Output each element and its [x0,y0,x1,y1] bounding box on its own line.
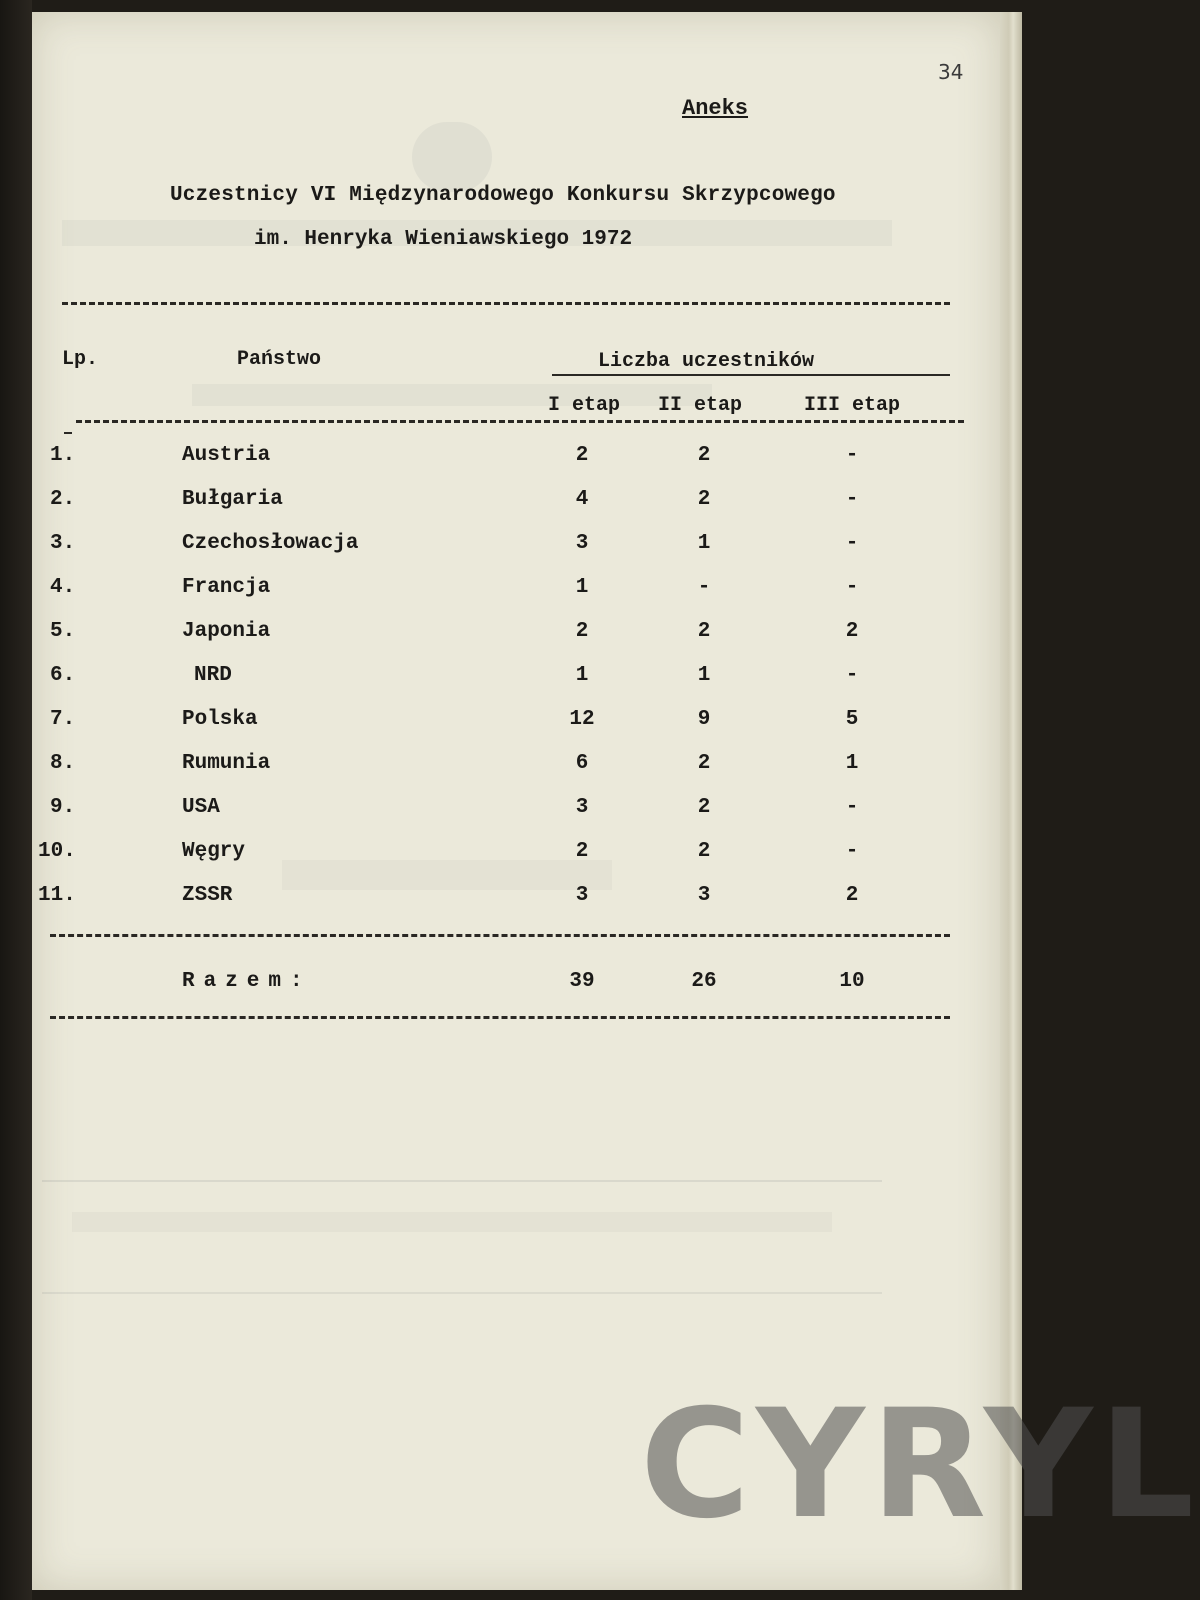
row-country: ZSSR [182,884,233,907]
totals-top-rule [50,934,950,937]
row-lp: 10. [38,840,76,863]
row-country: Austria [182,444,271,467]
row-stage-2: 2 [697,488,711,511]
bleed-through-band [72,1212,832,1232]
row-lp: 1. [50,444,76,467]
row-country: Polska [182,708,258,731]
row-stage-2: 2 [697,752,711,775]
bleed-through-line [42,1292,882,1294]
row-stage-3: - [845,576,859,599]
header-stray-mark [64,432,72,434]
column-header-country: Państwo [237,348,322,371]
total-stage-3: 10 [839,970,865,993]
row-stage-1: 6 [575,752,589,775]
binding-edge [0,0,32,1600]
header-bottom-rule [76,420,964,423]
row-stage-1: 2 [575,620,589,643]
column-header-stage-3: III etap [804,394,901,417]
table-row [32,488,1000,532]
row-stage-3: - [845,840,859,863]
row-lp: 9. [50,796,76,819]
folio-number: 34 [938,60,964,84]
row-stage-1: 1 [575,664,589,687]
column-group-underline [552,374,950,376]
table-row [32,796,1000,840]
row-stage-2: 2 [697,796,711,819]
table-row [32,664,1000,708]
total-stage-1: 39 [569,970,595,993]
row-stage-3: - [845,532,859,555]
row-lp: 6. [50,664,76,687]
bleed-through-band [192,384,712,406]
total-stage-2: 26 [691,970,717,993]
row-stage-3: 2 [845,620,859,643]
row-stage-2: 2 [697,444,711,467]
row-stage-1: 1 [575,576,589,599]
column-header-stage-1: I etap [548,394,621,417]
column-header-stage-2: II etap [658,394,743,417]
column-header-lp: Lp. [62,348,99,371]
row-stage-2: 3 [697,884,711,907]
row-lp: 2. [50,488,76,511]
row-stage-1: 4 [575,488,589,511]
row-lp: 5. [50,620,76,643]
table-row [32,444,1000,488]
table-row [32,884,1000,928]
table-row [32,532,1000,576]
total-label: Razem: [182,970,312,993]
page-stack-edge [1000,12,1022,1590]
table-row [32,752,1000,796]
row-stage-2: 2 [697,620,711,643]
row-stage-3: 2 [845,884,859,907]
row-country: Rumunia [182,752,271,775]
table-row [32,620,1000,664]
row-country: Węgry [182,840,246,863]
row-stage-3: - [845,444,859,467]
row-lp: 8. [50,752,76,775]
row-stage-2: 1 [697,664,711,687]
row-stage-2: - [697,576,711,599]
row-country: Francja [182,576,271,599]
row-stage-3: 1 [845,752,859,775]
bleed-through-line [42,1180,882,1182]
document-title-line-2: im. Henryka Wieniawskiego 1972 [254,228,633,251]
row-stage-1: 3 [575,532,589,555]
row-lp: 3. [50,532,76,555]
row-stage-1: 12 [569,708,595,731]
row-country: USA [182,796,220,819]
annex-heading: Aneks [682,96,749,121]
row-country: Czechosłowacja [182,532,359,555]
document-page [32,12,1000,1590]
row-country: NRD [194,664,232,687]
bleed-through-crest [412,122,492,192]
column-group-header: Liczba uczestników [598,350,815,373]
row-lp: 7. [50,708,76,731]
row-stage-1: 2 [575,840,589,863]
document-title-line-1: Uczestnicy VI Międzynarodowego Konkursu Skrzypcowego [170,184,836,207]
row-stage-3: 5 [845,708,859,731]
row-lp: 11. [38,884,76,907]
row-stage-3: - [845,488,859,511]
table-row [32,840,1000,884]
table-row [32,576,1000,620]
row-stage-3: - [845,796,859,819]
table-row [32,708,1000,752]
row-stage-2: 2 [697,840,711,863]
row-lp: 4. [50,576,76,599]
archive-watermark: CYRYL [640,1378,1200,1552]
row-stage-1: 3 [575,884,589,907]
row-country: Bułgaria [182,488,283,511]
row-stage-3: - [845,664,859,687]
row-country: Japonia [182,620,271,643]
row-stage-1: 3 [575,796,589,819]
table-top-rule [62,302,950,305]
row-stage-2: 9 [697,708,711,731]
row-stage-2: 1 [697,532,711,555]
row-stage-1: 2 [575,444,589,467]
totals-bottom-rule [50,1016,950,1019]
